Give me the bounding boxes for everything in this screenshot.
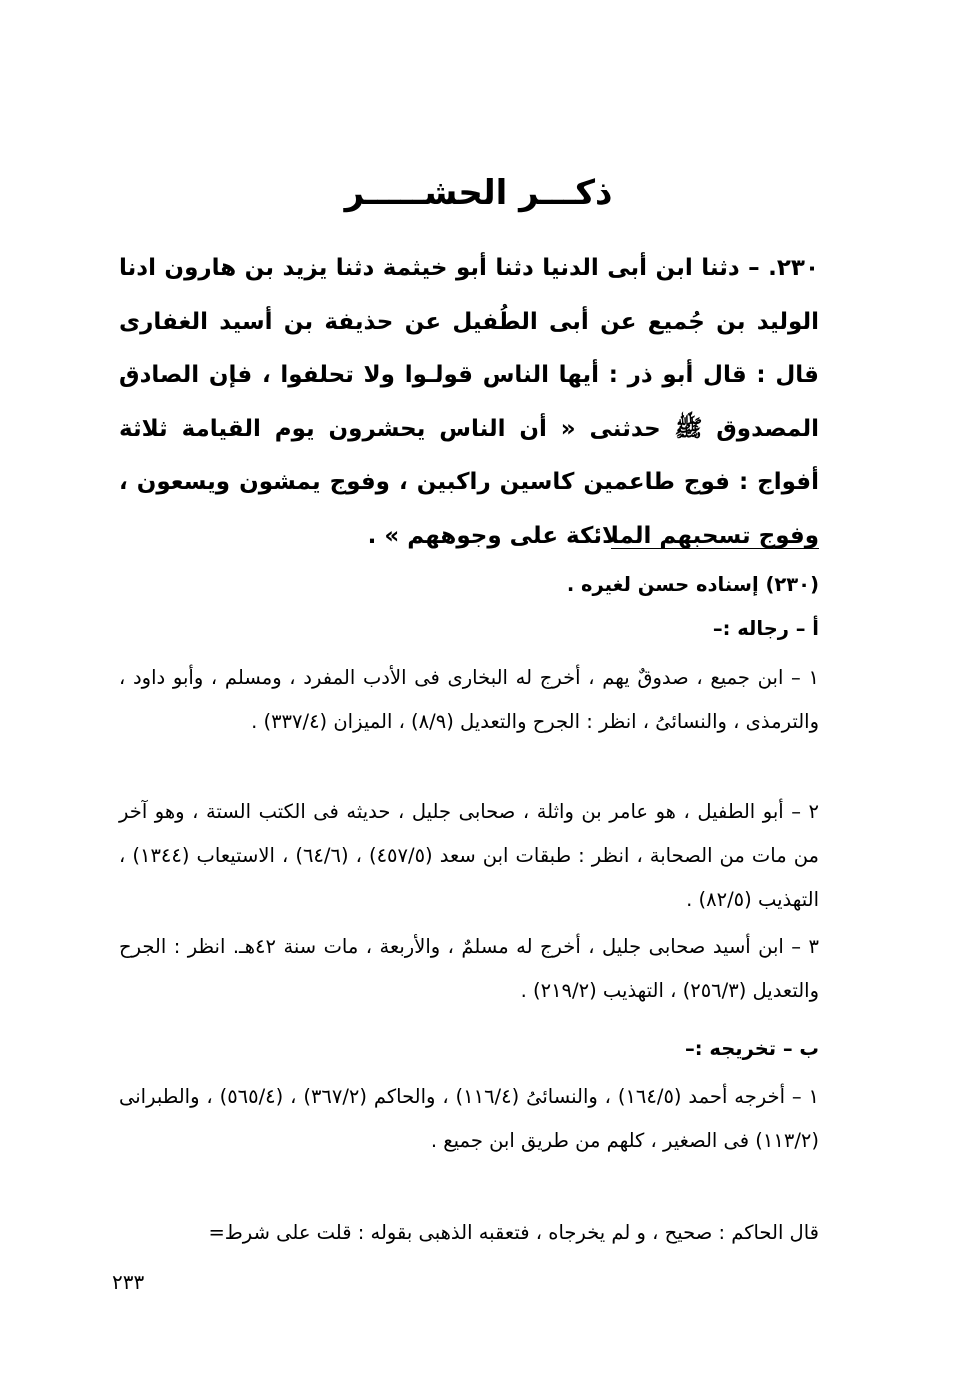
footnote-divider [611, 548, 819, 549]
rijal-item: ١ – ابن جميع ، صدوقٌ يهم ، أخرج له البخارى فى الأدب المفرد ، ومسلم ، وأبو داود ، والترمذى ، والنسائىُ ، انظر : الجرح والتعديل (٨/٩) ، الميزان (٣٣٧/٤) . [119, 666, 819, 733]
hadith-number: ٢٣٠. [768, 255, 819, 281]
rijal-item: ٢ – أبو الطفيل ، هو عامر بن واثلة ، صحابى جليل ، حديثه فى الكتب الستة ، وهو آخر من مات من الصحابة ، انظر : طبقات ابن سعد (٤٥٧/٥) ، (٦٤/٦) ، الاستيعاب (١٣٤٤) ، التهذيب (٨٢/٥) . [119, 800, 819, 911]
hadith-text [119, 242, 819, 563]
page-number: ٢٣٣ [112, 1270, 145, 1294]
takhrij-heading: ب – تخريجه :– [685, 1037, 819, 1060]
rijal-heading: أ – رجاله :– [712, 617, 819, 640]
footnote-continuation: قال الحاكم : صحيح ، و لم يخرجاه ، فتعقبه الذهبى بقوله : قلت على شرط= [208, 1221, 819, 1244]
chapter-title: ذكـــر الحشـــــر [344, 173, 613, 213]
isnad-verdict: (٢٣٠) إسناده حسن لغيره . [566, 573, 819, 596]
hadith-body: – دثنا ابن أبى الدنيا دثنا أبو خيثمة دثنا يزيد بن هارون ادنا الوليد بن جُميع عن أبى الطُفيل عن حذيفة بن أسيد الغفارى قال : قال أبو ذر : أيها الناس قولـوا ولا تحلفوا ، فإن الصادق المصدوق ﷺ حدثنى « أن الناس يحشرون يوم القيامة ثلاثة أفواج : فوج طاعمين كاسين راكبين ، وفوج يمشون ويسعون ، وفوج تسحبهم الملائكة على وجوههم » . [119, 255, 819, 549]
rijal-item: ٣ – ابن أسيد صحابى جليل ، أخرج له مسلمٌ ، والأربعة ، مات سنة ٤٢هـ. انظر : الجرح والتعديل (٢٥٦/٣) ، التهذيب (٢١٩/٢) . [119, 935, 819, 1002]
takhrij-item: ١ – أخرجه أحمد (١٦٤/٥) ، والنسائىُ (١١٦/٤) ، والحاكم (٣٦٧/٢) ، (٥٦٥/٤) ، والطبرانى (١١٣/٢) فى الصغير ، كلهم من طريق ابن جميع . [119, 1085, 820, 1152]
